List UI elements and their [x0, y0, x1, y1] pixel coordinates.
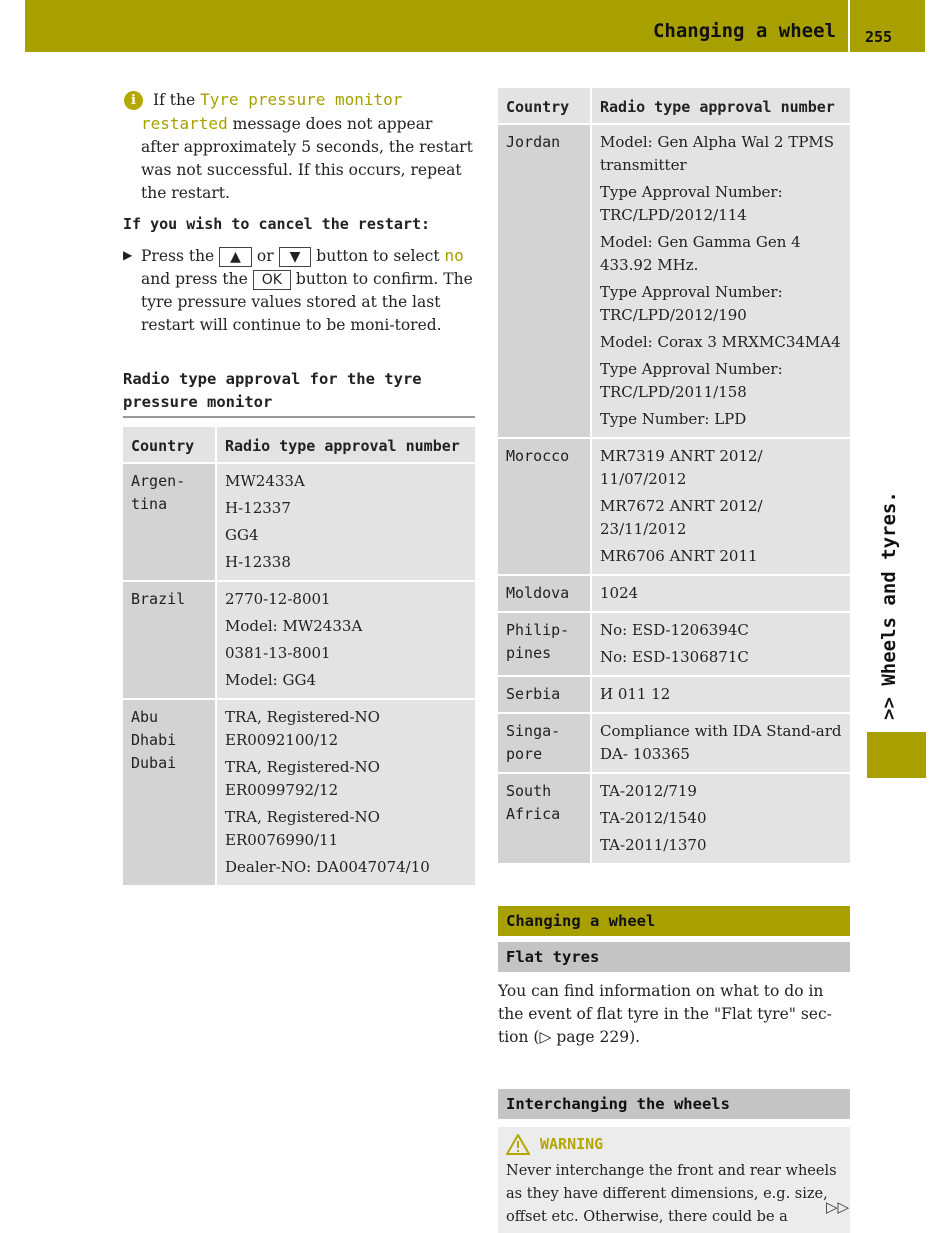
- warning-box: [498, 1127, 850, 1233]
- approval-number: Model: MW2433A: [225, 617, 363, 635]
- page-title: Changing a wheel: [652, 20, 836, 42]
- flat-tyres-text: You can find information on what to do in the event of flat tyre in the "Flat tyre" sec-tion (▷ page 229).: [498, 982, 832, 1046]
- country-cell: Serbia: [498, 676, 591, 713]
- table-row: [123, 581, 475, 699]
- step-text-5: button to confirm. The tyre pressure values stored at the last restart will continue to be moni-tored.: [141, 270, 473, 334]
- cancel-heading: If you wish to cancel the restart:: [123, 215, 431, 233]
- cancel-step: [123, 244, 475, 337]
- country-cell: South Africa: [498, 773, 591, 864]
- approval-number: Type Number: LPD: [600, 410, 747, 428]
- approval-number: H-12338: [225, 553, 291, 571]
- approval-number: TRA, Registered-NO ER0092100/12: [225, 708, 380, 749]
- right-column: [498, 88, 850, 1233]
- continue-arrows-icon: ▷▷: [826, 1198, 850, 1216]
- approval-number: GG4: [225, 526, 259, 544]
- approval-number-cell: [591, 612, 850, 676]
- approval-number: 0381-13-8001: [225, 644, 331, 662]
- step-text-3: button to select: [316, 247, 440, 265]
- subheading-flat-tyres: Flat tyres: [498, 942, 850, 972]
- step-arrow-icon: ▶: [123, 248, 133, 262]
- approval-number-cell: [591, 713, 850, 773]
- approval-number-cell: [591, 773, 850, 864]
- approval-number: TA-2012/719: [600, 782, 697, 800]
- left-column: [123, 88, 475, 887]
- down-key: ▼: [279, 247, 312, 267]
- approval-number: Model: GG4: [225, 671, 316, 689]
- display-option-no: no: [444, 246, 464, 265]
- country-cell: Philip-pines: [498, 612, 591, 676]
- section-heading-changing-wheel: Changing a wheel: [498, 906, 850, 936]
- approval-number: MR7319 ANRT 2012/ 11/07/2012: [600, 447, 763, 488]
- approval-number: 1024: [600, 584, 639, 602]
- table-row: [498, 713, 850, 773]
- country-cell: Argen-tina: [123, 463, 216, 581]
- approval-number: 2770-12-8001: [225, 590, 331, 608]
- approval-table-right: [498, 88, 850, 865]
- approval-number-cell: [591, 124, 850, 438]
- table-row: [498, 612, 850, 676]
- chapter-tab-marker: [867, 732, 926, 778]
- approval-number: MR6706 ANRT 2011: [600, 547, 758, 565]
- approval-number: Model: Gen Alpha Wal 2 TPMS transmitter: [600, 133, 835, 174]
- approval-number-cell: [591, 575, 850, 612]
- country-cell: Singa-pore: [498, 713, 591, 773]
- step-text-2: or: [256, 247, 274, 265]
- approval-number: TA-2011/1370: [600, 836, 707, 854]
- step-text-1: Press the: [141, 247, 215, 265]
- column-header-country: Country: [123, 427, 216, 463]
- table-row: [123, 463, 475, 581]
- approval-number: No: ESD-1306871C: [600, 648, 749, 666]
- table-header-row: [498, 88, 850, 124]
- approval-number: И 011 12: [600, 685, 671, 703]
- approval-number: Type Approval Number: TRC/LPD/2012/190: [600, 283, 783, 324]
- note-body: message does not appear after approximately 5 seconds, the restart was not successful. If this occurs, repeat the restart.: [141, 115, 473, 202]
- table-row: [498, 773, 850, 864]
- display-message-2: restarted: [141, 114, 228, 133]
- table-row: [498, 575, 850, 612]
- table-row: [498, 438, 850, 575]
- warning-label: WARNING: [540, 1135, 604, 1153]
- up-key: ▲: [219, 247, 252, 267]
- approval-number-cell: [216, 581, 475, 699]
- warning-triangle-icon: [506, 1134, 530, 1155]
- page-number: 255: [865, 28, 893, 46]
- table-row: [498, 676, 850, 713]
- warning-text: Never interchange the front and rear wheels as they have different dimensions, e.g. size, offset etc. Otherwise, there could be a: [506, 1163, 837, 1225]
- column-header-number: Radio type approval number: [216, 427, 475, 463]
- column-header-number: Radio type approval number: [591, 88, 850, 124]
- ok-key: OK: [253, 270, 291, 290]
- info-note: [123, 88, 475, 205]
- country-cell: Jordan: [498, 124, 591, 438]
- approval-number: TRA, Registered-NO ER0076990/11: [225, 808, 380, 849]
- approval-number: No: ESD-1206394C: [600, 621, 749, 639]
- chapter-tab-label: >> Wheels and tyres.: [878, 491, 900, 720]
- table-header-row: [123, 427, 475, 463]
- approval-number: Compliance with IDA Stand-ard DA- 103365: [600, 722, 842, 763]
- note-pre: If the: [153, 91, 196, 109]
- approval-number: MR7672 ANRT 2012/ 23/11/2012: [600, 497, 763, 538]
- approval-number-cell: [216, 699, 475, 886]
- section-heading-radio-approval: Radio type approval for the tyre pressure monitor: [123, 368, 475, 418]
- approval-number-cell: [591, 676, 850, 713]
- approval-number: Type Approval Number: TRC/LPD/2011/158: [600, 360, 783, 401]
- subheading-interchanging-wheels: Interchanging the wheels: [498, 1089, 850, 1119]
- approval-number: H-12337: [225, 499, 291, 517]
- column-header-country: Country: [498, 88, 591, 124]
- approval-number: Type Approval Number: TRC/LPD/2012/114: [600, 183, 783, 224]
- warning-header: [506, 1133, 842, 1156]
- approval-number: MW2433A: [225, 472, 305, 490]
- approval-number: TRA, Registered-NO ER0099792/12: [225, 758, 380, 799]
- header-divider: [848, 0, 850, 52]
- approval-number: Dealer-NO: DA0047074/10: [225, 858, 430, 876]
- table-row: [498, 124, 850, 438]
- country-cell: Moldova: [498, 575, 591, 612]
- approval-number-cell: [591, 438, 850, 575]
- table-row: [123, 699, 475, 886]
- approval-number: Model: Corax 3 MRXMC34MA4: [600, 333, 841, 351]
- country-cell: Morocco: [498, 438, 591, 575]
- approval-number: Model: Gen Gamma Gen 4 433.92 MHz.: [600, 233, 801, 274]
- country-cell: Brazil: [123, 581, 216, 699]
- approval-number: TA-2012/1540: [600, 809, 707, 827]
- step-text-4: and press the: [141, 270, 248, 288]
- approval-table-left: [123, 427, 475, 887]
- approval-number-cell: [216, 463, 475, 581]
- info-icon: i: [124, 91, 143, 110]
- display-message-1: Tyre pressure monitor: [200, 90, 403, 109]
- country-cell: Abu Dhabi Dubai: [123, 699, 216, 886]
